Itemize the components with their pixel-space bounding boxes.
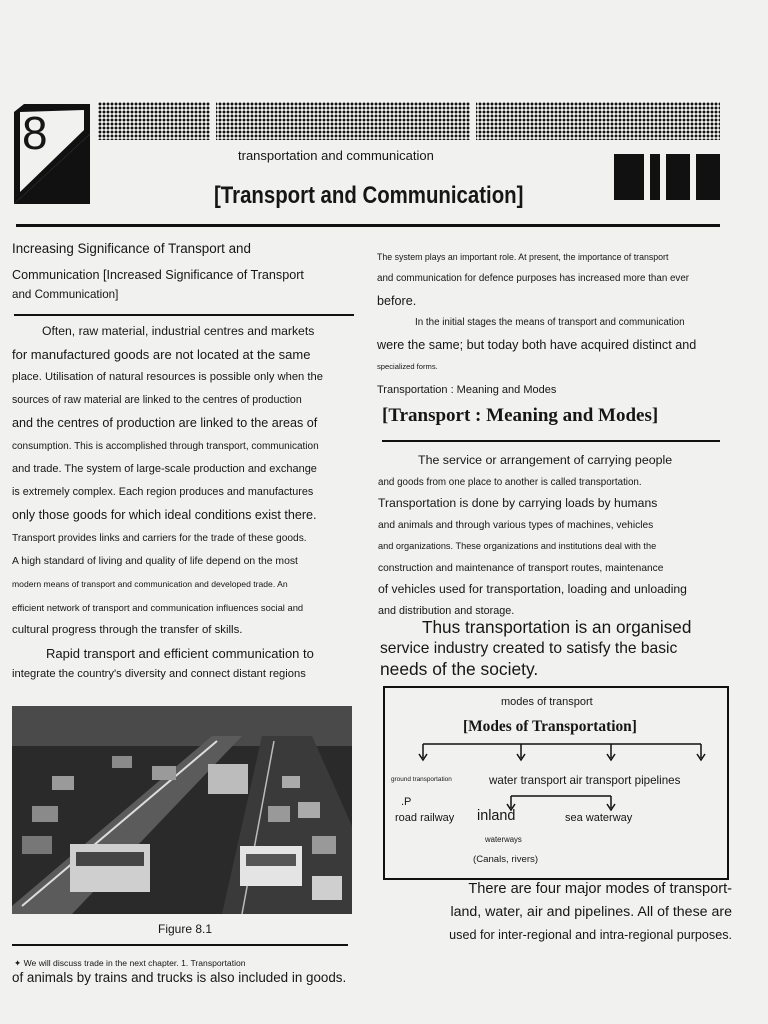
body-line: Transportation is done by carrying loads by humans <box>378 496 658 510</box>
emphasis-line: Thus transportation is an organised <box>422 617 692 637</box>
body-line: integrate the country's diversity and connect distant regions <box>12 668 306 680</box>
body-line: specialized forms. <box>377 362 438 371</box>
body-line: efficient network of transport and communication influences social and <box>12 602 304 613</box>
body-line: and organizations. These organizations and institutions deal with the <box>378 541 657 551</box>
body-line: Rapid transport and efficient communication to <box>46 646 314 661</box>
header-dot-gap <box>210 102 216 140</box>
body-line: Transport provides links and carriers for the trade of these goods. <box>12 533 307 544</box>
closing-line: used for inter-regional and intra-regional purposes. <box>449 928 732 942</box>
chapter-title: [Transport and Communication] <box>214 182 524 209</box>
body-line: A high standard of living and quality of life depend on the most <box>12 556 298 567</box>
footnote <box>14 958 246 969</box>
left-heading-rule <box>14 314 354 316</box>
left-heading-line: Increasing Significance of Transport and <box>12 241 251 256</box>
chapter-number: 8 <box>22 107 48 159</box>
body-line: and trade. The system of large-scale production and exchange <box>12 463 317 475</box>
body-line: cultural progress through the transfer of skills. <box>12 624 243 636</box>
right-mid-text <box>378 450 728 622</box>
figure-caption: Figure 8.1 <box>158 922 213 936</box>
left-heading-line: Communication [Increased Significance of Transport <box>12 268 304 282</box>
body-line: only those goods for which ideal conditions exist there. <box>12 508 317 522</box>
body-line: construction and maintenance of transport routes, maintenance <box>378 562 664 574</box>
section-label: Transportation : Meaning and Modes <box>377 384 557 396</box>
diagram-title: [Modes of Transportation] <box>463 718 637 735</box>
footnote-bullet-icon: ✦ <box>14 958 24 968</box>
body-line: for manufactured goods are not located at the same <box>12 347 311 362</box>
header-dot-band <box>98 102 720 140</box>
left-heading <box>12 236 357 302</box>
diagram-road: road railway <box>395 812 455 824</box>
body-line: The system plays an important role. At present, the importance of transport <box>377 252 669 262</box>
diagram-ground: ground transportation <box>391 776 452 783</box>
body-line: and animals and through various types of machines, vehicles <box>378 519 654 531</box>
closing-line: land, water, air and pipelines. All of these are <box>450 904 732 920</box>
body-line: and distribution and storage. <box>378 604 515 617</box>
emphasis-text <box>380 617 730 680</box>
body-line: before. <box>377 294 417 308</box>
emphasis-line: needs of the society. <box>380 659 539 679</box>
footnote-text: We will discuss trade in the next chapter. 1. Transportation <box>23 958 246 968</box>
body-line: consumption. This is accomplished through transport, communication <box>12 441 319 452</box>
closing-text <box>390 878 740 947</box>
body-line: were the same; but today both have acquired distinct and <box>377 338 697 352</box>
diagram-label: modes of transport <box>501 696 593 708</box>
body-line: is extremely complex. Each region produces and manufactures <box>12 486 314 498</box>
footnote-continuation: of animals by trains and trucks is also included in goods. <box>12 970 347 985</box>
footnote-rule <box>12 944 348 946</box>
body-line: and goods from one place to another is called transportation. <box>378 476 642 488</box>
right-top-text <box>377 246 727 378</box>
header-bars-decoration <box>614 154 720 200</box>
body-line: and the centres of production are linked to the areas of <box>12 416 318 430</box>
body-line: of vehicles used for transportation, loading and unloading <box>378 582 687 596</box>
body-line: modern means of transport and communication and developed trade. An <box>12 579 288 589</box>
left-body-text <box>12 320 362 683</box>
body-line: The service or arrangement of carrying people <box>418 453 673 467</box>
body-line: place. Utilisation of natural resources is possible only when the <box>12 371 323 383</box>
body-line: Often, raw material, industrial centres and markets <box>42 324 315 338</box>
closing-line: There are four major modes of transport- <box>468 881 732 897</box>
diagram-p: .P <box>401 796 412 808</box>
diagram-canals: (Canals, rivers) <box>473 854 539 865</box>
diagram-inland: inland <box>477 808 516 824</box>
section-title: [Transport : Meaning and Modes] <box>382 405 659 426</box>
body-line: In the initial stages the means of transport and communication <box>415 317 685 328</box>
header-dot-gap <box>470 102 476 140</box>
section-rule <box>382 440 720 442</box>
emphasis-line: service industry created to satisfy the basic <box>380 640 678 657</box>
body-line: sources of raw material are linked to the centres of production <box>12 394 302 406</box>
modes-diagram <box>383 686 729 880</box>
diagram-sea: sea waterway <box>565 812 633 824</box>
diagram-row2: water transport air transport pipelines <box>489 774 681 787</box>
left-heading-line: and Communication] <box>12 288 119 301</box>
title-rule <box>16 224 720 227</box>
traffic-photo <box>12 706 352 914</box>
body-line: and communication for defence purposes has increased more than ever <box>377 273 690 284</box>
diagram-waterways: waterways <box>485 835 522 844</box>
chapter-subtitle: transportation and communication <box>238 148 434 163</box>
